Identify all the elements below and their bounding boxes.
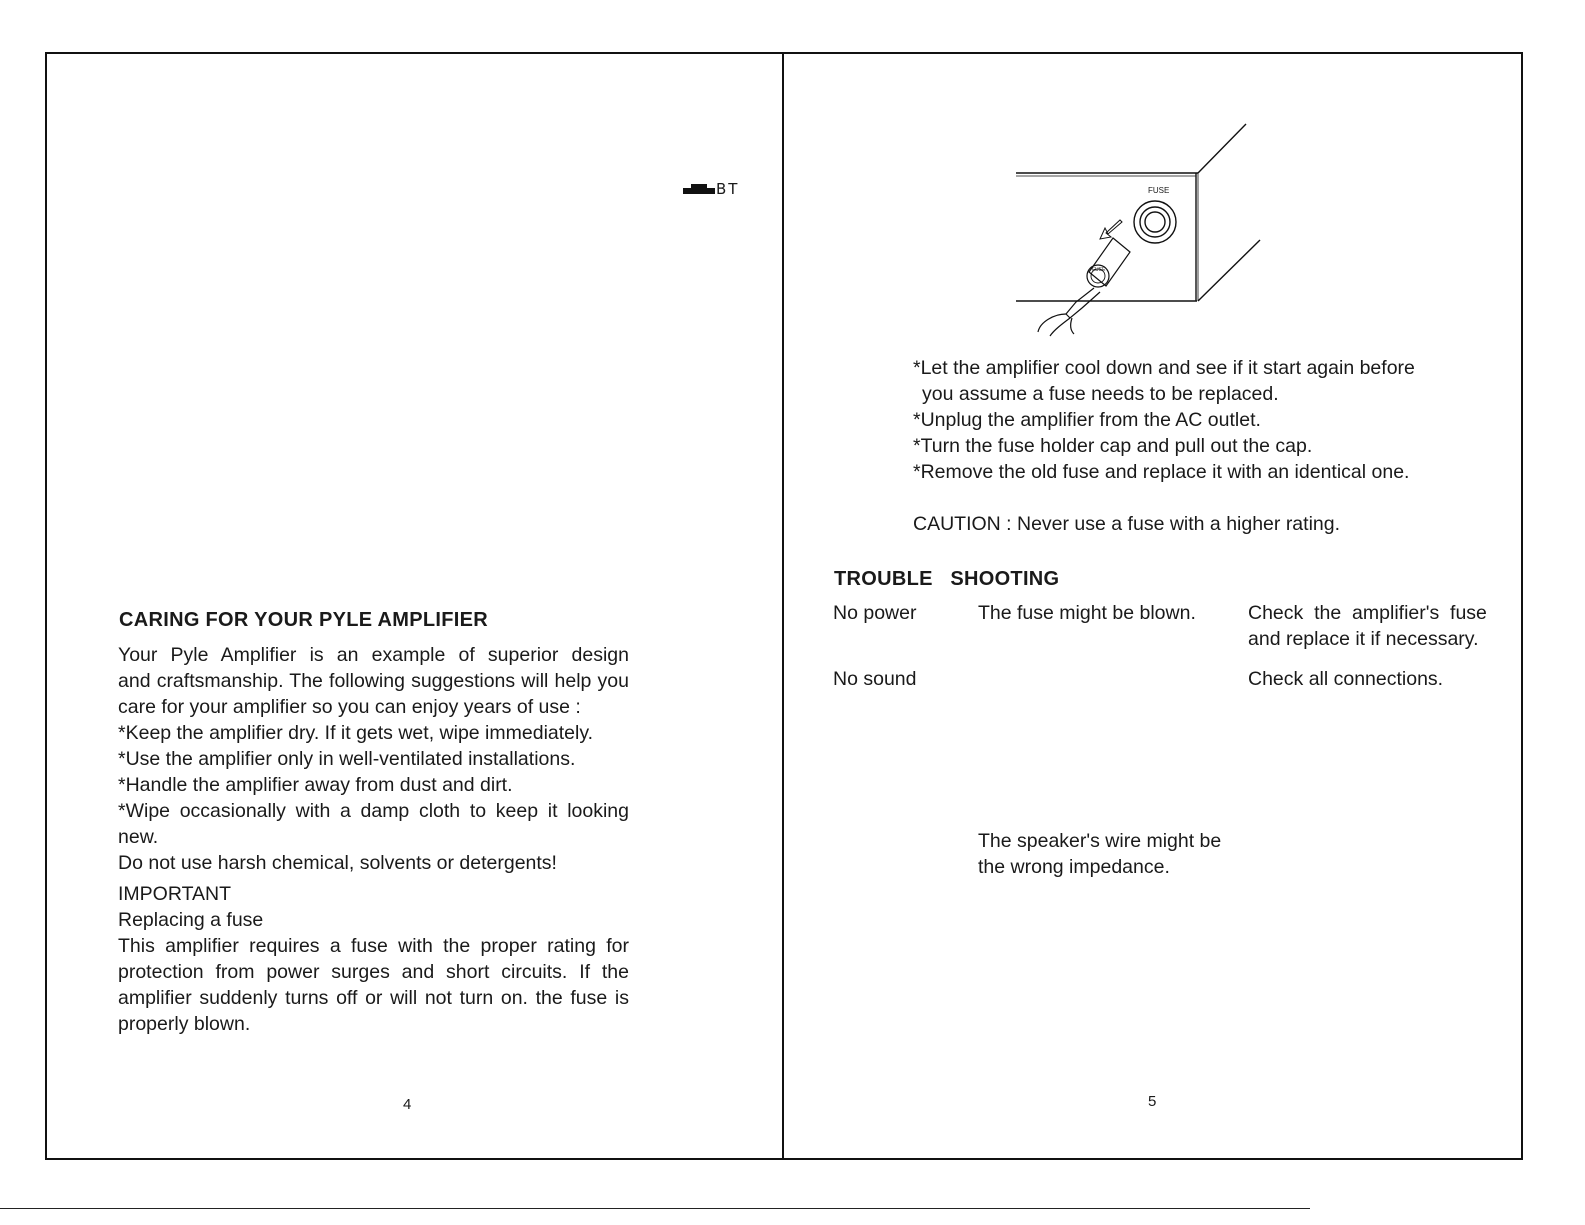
intro-line-1: Your Pyle Amplifier is an example of superior design — [118, 644, 629, 666]
problem-no-sound: No sound — [833, 668, 917, 690]
intro-line-2: and craftsmanship. The following suggestions will help you — [118, 670, 629, 692]
holder-fuse-label: FUSE — [1092, 267, 1106, 273]
cause-fuse-blown: The fuse might be blown. — [978, 602, 1196, 624]
step-turn-cap: *Turn the fuse holder cap and pull out the cap. — [913, 435, 1313, 457]
solution-check-connections: Check all connections. — [1248, 668, 1444, 690]
problem-no-power: No power — [833, 602, 917, 624]
logo-bt-text: BT — [716, 180, 740, 198]
important-label: IMPORTANT — [118, 883, 232, 905]
fuse-line-4: properly blown. — [118, 1013, 251, 1035]
panel-fuse-label: FUSE — [1148, 186, 1170, 195]
step-unplug: *Unplug the amplifier from the AC outlet. — [913, 409, 1261, 431]
page-number-left: 4 — [403, 1096, 412, 1113]
fuse-line-1: This amplifier requires a fuse with the proper rating for — [118, 935, 629, 957]
caution-note: CAUTION : Never use a fuse with a higher rating. — [913, 513, 1341, 535]
page-divider — [782, 52, 784, 1160]
page-number-right: 5 — [1148, 1093, 1157, 1110]
replacing-fuse-subheading: Replacing a fuse — [118, 909, 264, 931]
cause-wrong-impedance-line-1: The speaker's wire might be — [978, 830, 1222, 852]
fuse-replacement-illustration — [1010, 118, 1280, 338]
intro-line-3: care for your amplifier so you can enjoy years of use : — [118, 696, 581, 718]
tip-keep-dry: *Keep the amplifier dry. If it gets wet, wipe immediately. — [118, 722, 594, 744]
tip-ventilation: *Use the amplifier only in well-ventilated installations. — [118, 748, 576, 770]
chemical-warning: Do not use harsh chemical, solvents or detergents! — [118, 852, 557, 874]
tip-dust: *Handle the amplifier away from dust and dirt. — [118, 774, 513, 796]
troubleshooting-heading: TROUBLE SHOOTING — [834, 568, 1060, 590]
fuse-line-3: amplifier suddenly turns off or will not turn on. the fuse is — [118, 987, 629, 1009]
solution-check-fuse-line-2: and replace it if necessary. — [1248, 628, 1479, 650]
step-replace-fuse: *Remove the old fuse and replace it with an identical one. — [913, 461, 1410, 483]
caring-heading: CARING FOR YOUR PYLE AMPLIFIER — [119, 609, 489, 631]
solution-check-fuse-line-1: Check the amplifier's fuse — [1248, 602, 1487, 624]
scan-bottom-rule — [0, 1208, 1310, 1209]
tip-wipe-line-1: *Wipe occasionally with a damp cloth to keep it looking — [118, 800, 629, 822]
step-cool-down-line-1: *Let the amplifier cool down and see if it start again before — [913, 357, 1415, 379]
fuse-line-2: protection from power surges and short circuits. If the — [118, 961, 629, 983]
step-cool-down-line-2: you assume a fuse needs to be replaced. — [922, 383, 1279, 405]
tip-wipe-line-2: new. — [118, 826, 159, 848]
cause-wrong-impedance-line-2: the wrong impedance. — [978, 856, 1170, 878]
